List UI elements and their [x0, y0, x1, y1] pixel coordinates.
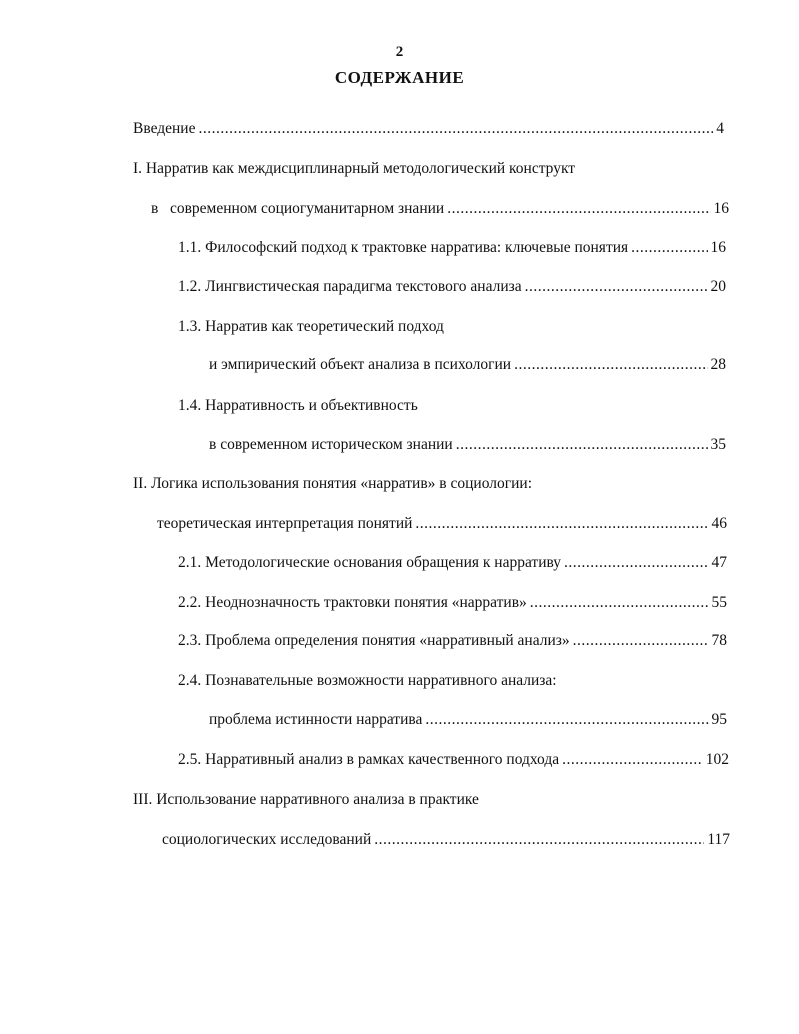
toc-label: 1.2. Лингвистическая парадигма текстового анализа — [178, 278, 522, 295]
toc-page-number: 16 — [713, 200, 729, 217]
toc-page-number: 4 — [716, 120, 724, 137]
toc-page-number: 16 — [710, 239, 726, 256]
toc-label: 1.3. Нарратив как теоретический подход — [178, 318, 444, 335]
toc-leader-dots — [562, 749, 703, 771]
toc-entry-section-1-4-cont[interactable] — [209, 434, 726, 456]
toc-page-number: 28 — [710, 356, 726, 373]
page-number: 2 — [395, 44, 404, 60]
toc-entry-section-2-1[interactable] — [178, 552, 727, 574]
toc-entry-section-2-2[interactable] — [178, 592, 727, 614]
toc-label: 2.5. Нарративный анализ в рамках качественного подхода — [178, 751, 560, 768]
toc-label: проблема истинности нарратива — [209, 711, 423, 728]
toc-entry-section-1-3-cont[interactable] — [209, 354, 726, 376]
toc-entry-section-2-3[interactable] — [178, 630, 727, 652]
toc-label: в современном историческом знании — [209, 436, 453, 453]
toc-entry-chapter-1-cont[interactable] — [151, 198, 729, 220]
toc-label: III. Использование нарративного анализа в практике — [133, 791, 479, 808]
toc-label: II. Логика использования понятия «нарратив» в социологии: — [133, 475, 532, 492]
toc-label: и эмпирический объект анализа в психологии — [209, 356, 512, 373]
page-title: СОДЕРЖАНИЕ — [334, 68, 465, 87]
toc-page-number: 35 — [710, 436, 726, 453]
toc-label: Введение — [133, 120, 196, 137]
toc-entry-section-2-4-cont[interactable] — [209, 709, 727, 731]
toc-entry-section-1-2[interactable] — [178, 276, 726, 298]
toc-entry-section-1-3[interactable] — [178, 316, 678, 338]
toc-entry-section-2-5[interactable] — [178, 749, 729, 771]
toc-label: 2.1. Методологические основания обращения к нарративу — [178, 554, 562, 571]
toc-entry-intro[interactable] — [133, 118, 724, 140]
toc-label: 2.2. Неоднозначность трактовки понятия «нарратив» — [178, 594, 527, 611]
toc-entry-chapter-1[interactable] — [133, 158, 733, 180]
toc-label: 1.1. Философский подход к трактовке нарратива: ключевые понятия — [178, 239, 629, 256]
toc-page-number: 95 — [711, 711, 727, 728]
toc-entry-section-1-4[interactable] — [178, 395, 678, 417]
toc-label: 2.4. Познавательные возможности нарративного анализа: — [178, 672, 557, 689]
toc-leader-dots — [456, 434, 708, 456]
toc-leader-dots — [514, 354, 707, 376]
toc-label: 1.4. Нарративность и объективность — [178, 397, 418, 414]
toc-entry-chapter-3[interactable] — [133, 789, 733, 811]
toc-label: в современном социогуманитарном знании — [151, 200, 445, 217]
toc-page-number: 102 — [705, 751, 729, 768]
toc-page-number: 117 — [707, 831, 730, 848]
toc-page-number: 20 — [710, 278, 726, 295]
toc-leader-dots — [564, 552, 708, 574]
toc-entry-chapter-2-cont[interactable] — [157, 513, 727, 535]
toc-page-number: 46 — [711, 515, 727, 532]
toc-label: теоретическая интерпретация понятий — [157, 515, 413, 532]
toc-entry-chapter-2[interactable] — [133, 473, 733, 495]
toc-entry-chapter-3-cont[interactable] — [162, 829, 730, 851]
toc-label: I. Нарратив как междисциплинарный методологический конструкт — [133, 160, 576, 177]
toc-entry-section-2-4[interactable] — [178, 670, 708, 692]
toc-leader-dots — [425, 709, 708, 731]
toc-label: 2.3. Проблема определения понятия «нарративный анализ» — [178, 632, 570, 649]
toc-leader-dots — [198, 118, 713, 140]
toc-page-number: 78 — [711, 632, 727, 649]
toc-leader-dots — [525, 276, 708, 298]
toc-leader-dots — [374, 829, 704, 851]
toc-entry-section-1-1[interactable] — [178, 237, 726, 259]
toc-leader-dots — [631, 237, 707, 259]
toc-page-number: 55 — [711, 594, 727, 611]
toc-leader-dots — [530, 592, 709, 614]
toc-leader-dots — [573, 630, 709, 652]
toc-leader-dots — [447, 198, 710, 220]
toc-leader-dots — [415, 513, 708, 535]
toc-page-number: 47 — [711, 554, 727, 571]
toc-label: социологических исследований — [162, 831, 372, 848]
